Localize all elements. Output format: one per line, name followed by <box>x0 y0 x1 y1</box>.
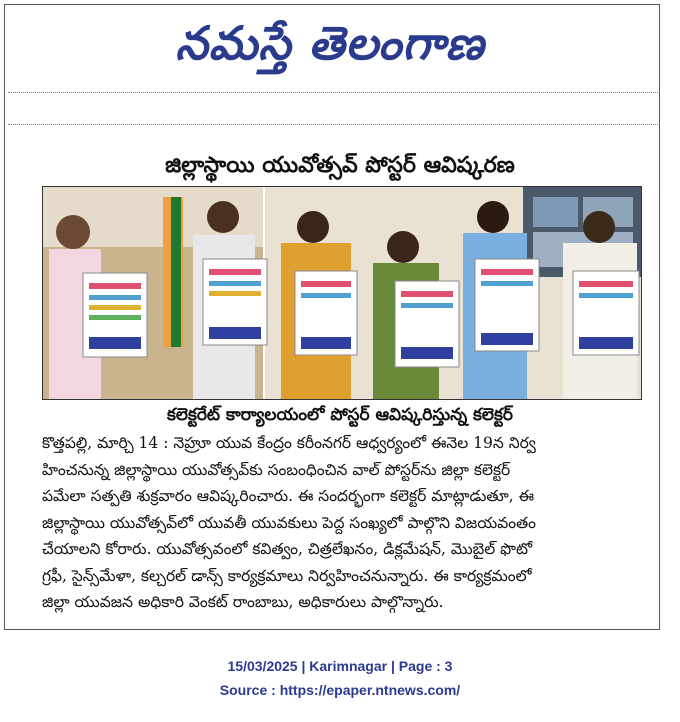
photo-caption: కలెక్టరేట్ కార్యాలయంలో పోస్టర్ ఆవిష్కరిస్తున్న కలెక్టర్ <box>167 405 513 425</box>
separator-rule <box>8 124 660 125</box>
article-line: గ్రఫీ, సైన్స్‌మేళా, కల్చరల్ డాన్స్ కార్యక్రమాలు నిర్వహించనున్నారు. ఈ కార్యక్రమంలో <box>42 566 532 585</box>
article-line: చేయాలని కోరారు. యువోత్సవంలో కవిత్వం, చిత్రలేఖనం, డిక్లమేషన్, మొబైల్ ఫొటో <box>42 540 533 558</box>
article-line: జిల్లా యువజన అధికారి వెంకట్ రాంబాబు, అధికారులు పాల్గొన్నారు. <box>42 593 444 611</box>
article-line: కొత్తపల్లి, మార్చి 14 : నెహ్రూ యువ కేంద్రం కరీంనగర్ ఆధ్వర్యంలో ఈనెల 19న నిర్వ <box>42 434 536 452</box>
footer-source-line: Source : https://epaper.ntnews.com/ <box>219 682 461 698</box>
article-headline: జిల్లాస్థాయి యువోత్సవ్ పోస్టర్ ఆవిష్కరణ <box>165 153 515 178</box>
article-line: పమేలా సత్పతి శుక్రవారం ఆవిష్కరించారు. ఈ సందర్భంగా కలెక్టర్ మాట్లాడుతూ, ఈ <box>42 487 535 505</box>
article-line: హించనున్న జిల్లాస్థాయి యువోత్సవ్‌కు సంబంధించిన వాల్ పోస్టర్‌ను జిల్లా కలెక్టర్ <box>42 460 511 479</box>
news-photo <box>42 186 642 400</box>
article-body <box>42 430 656 616</box>
footer-date-line: 15/03/2025 | Karimnagar | Page : 3 <box>227 658 453 674</box>
newspaper-masthead: నమస్తే తెలంగాణ <box>175 16 485 70</box>
separator-rule <box>8 92 660 93</box>
article-line: జిల్లాస్థాయి యువోత్సవ్‌లో యువతీ యువకులు పెద్ద సంఖ్యలో పాల్గొని విజయవంతం <box>42 513 536 532</box>
